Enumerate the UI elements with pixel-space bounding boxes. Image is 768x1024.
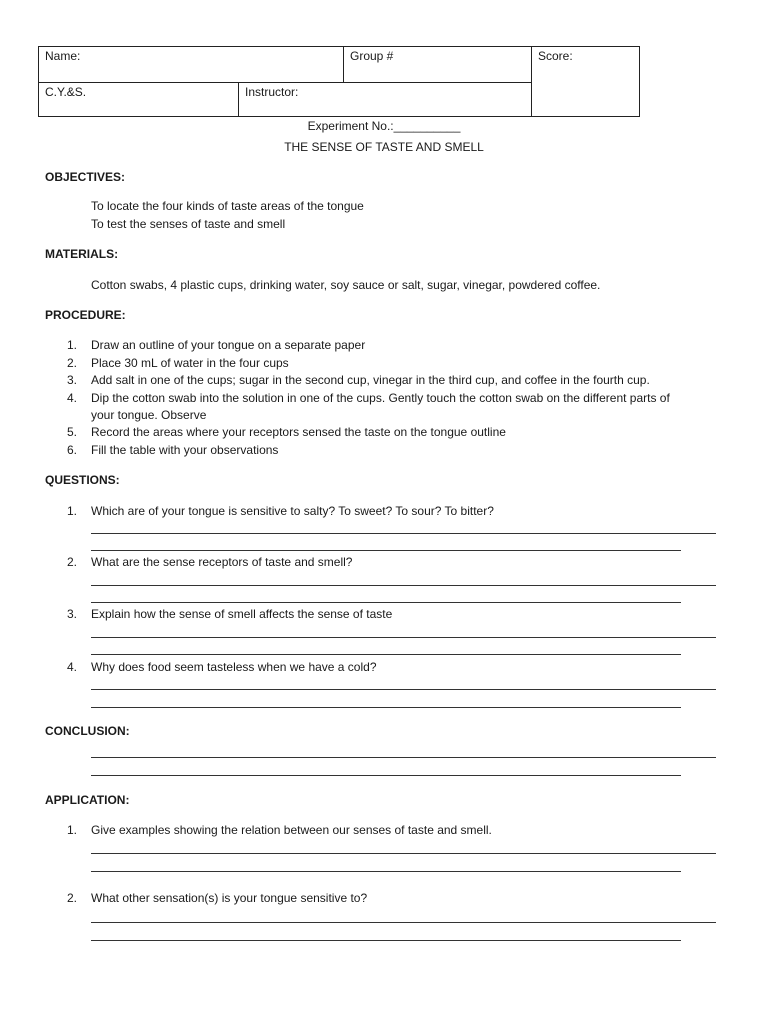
procedure-step: Record the areas where your receptors sensed the taste on the tongue outline bbox=[91, 425, 506, 439]
instructor-cell bbox=[238, 82, 532, 117]
answer-line[interactable] bbox=[91, 533, 716, 534]
question-text: Give examples showing the relation between our senses of taste and smell. bbox=[91, 823, 492, 837]
question-text: What other sensation(s) is your tongue sensitive to? bbox=[91, 891, 368, 905]
answer-line[interactable] bbox=[91, 871, 681, 872]
procedure-number: 4. bbox=[67, 391, 78, 405]
experiment-number: Experiment No.:__________ bbox=[307, 119, 461, 133]
question-text: Explain how the sense of smell affects the sense of taste bbox=[91, 607, 393, 621]
group-cell bbox=[343, 46, 532, 83]
questions-heading: QUESTIONS: bbox=[45, 473, 120, 487]
question-number: 2. bbox=[67, 891, 78, 905]
procedure-step: Dip the cotton swab into the solution in one of the cups. Gently touch the cotton swab on the different parts of bbox=[91, 391, 670, 405]
procedure-heading: PROCEDURE: bbox=[45, 308, 126, 322]
question-text: Why does food seem tasteless when we have a cold? bbox=[91, 660, 377, 674]
question-text: What are the sense receptors of taste and smell? bbox=[91, 555, 353, 569]
procedure-number: 5. bbox=[67, 425, 78, 439]
answer-line[interactable] bbox=[91, 585, 716, 586]
application-heading: APPLICATION: bbox=[45, 793, 130, 807]
answer-line[interactable] bbox=[91, 940, 681, 941]
question-text: Which are of your tongue is sensitive to salty? To sweet? To sour? To bitter? bbox=[91, 504, 494, 518]
procedure-step: Place 30 mL of water in the four cups bbox=[91, 356, 289, 370]
procedure-number: 2. bbox=[67, 356, 78, 370]
answer-line[interactable] bbox=[91, 602, 681, 603]
name-label: Name: bbox=[45, 49, 81, 63]
objective-item: To test the senses of taste and smell bbox=[91, 217, 286, 231]
name-cell bbox=[38, 46, 344, 83]
answer-line[interactable] bbox=[91, 757, 716, 758]
cys-label: C.Y.&S. bbox=[45, 85, 87, 99]
question-number: 3. bbox=[67, 607, 78, 621]
procedure-step: Add salt in one of the cups; sugar in the second cup, vinegar in the third cup, and coffee in the fourth cup. bbox=[91, 373, 650, 387]
conclusion-heading: CONCLUSION: bbox=[45, 724, 130, 738]
procedure-step: Fill the table with your observations bbox=[91, 443, 279, 457]
question-number: 4. bbox=[67, 660, 78, 674]
cys-cell bbox=[38, 82, 239, 117]
procedure-step: Draw an outline of your tongue on a separate paper bbox=[91, 338, 366, 352]
objective-item: To locate the four kinds of taste areas of the tongue bbox=[91, 199, 364, 213]
objectives-heading: OBJECTIVES: bbox=[45, 170, 126, 184]
procedure-number: 6. bbox=[67, 443, 78, 457]
procedure-step-continuation: your tongue. Observe bbox=[91, 408, 207, 422]
question-number: 1. bbox=[67, 504, 78, 518]
answer-line[interactable] bbox=[91, 689, 716, 690]
procedure-number: 1. bbox=[67, 338, 78, 352]
materials-heading: MATERIALS: bbox=[45, 247, 119, 261]
answer-line[interactable] bbox=[91, 853, 716, 854]
answer-line[interactable] bbox=[91, 637, 716, 638]
answer-line[interactable] bbox=[91, 775, 681, 776]
answer-line[interactable] bbox=[91, 707, 681, 708]
score-label: Score: bbox=[538, 49, 573, 63]
group-label: Group # bbox=[350, 49, 394, 63]
question-number: 1. bbox=[67, 823, 78, 837]
materials-text: Cotton swabs, 4 plastic cups, drinking water, soy sauce or salt, sugar, vinegar, powdered coffee. bbox=[91, 278, 601, 292]
answer-line[interactable] bbox=[91, 654, 681, 655]
score-cell bbox=[531, 46, 640, 117]
answer-line[interactable] bbox=[91, 922, 716, 923]
question-number: 2. bbox=[67, 555, 78, 569]
page-title: THE SENSE OF TASTE AND SMELL bbox=[284, 140, 484, 154]
answer-line[interactable] bbox=[91, 550, 681, 551]
header-table bbox=[38, 46, 640, 116]
procedure-number: 3. bbox=[67, 373, 78, 387]
instructor-label: Instructor: bbox=[245, 85, 299, 99]
